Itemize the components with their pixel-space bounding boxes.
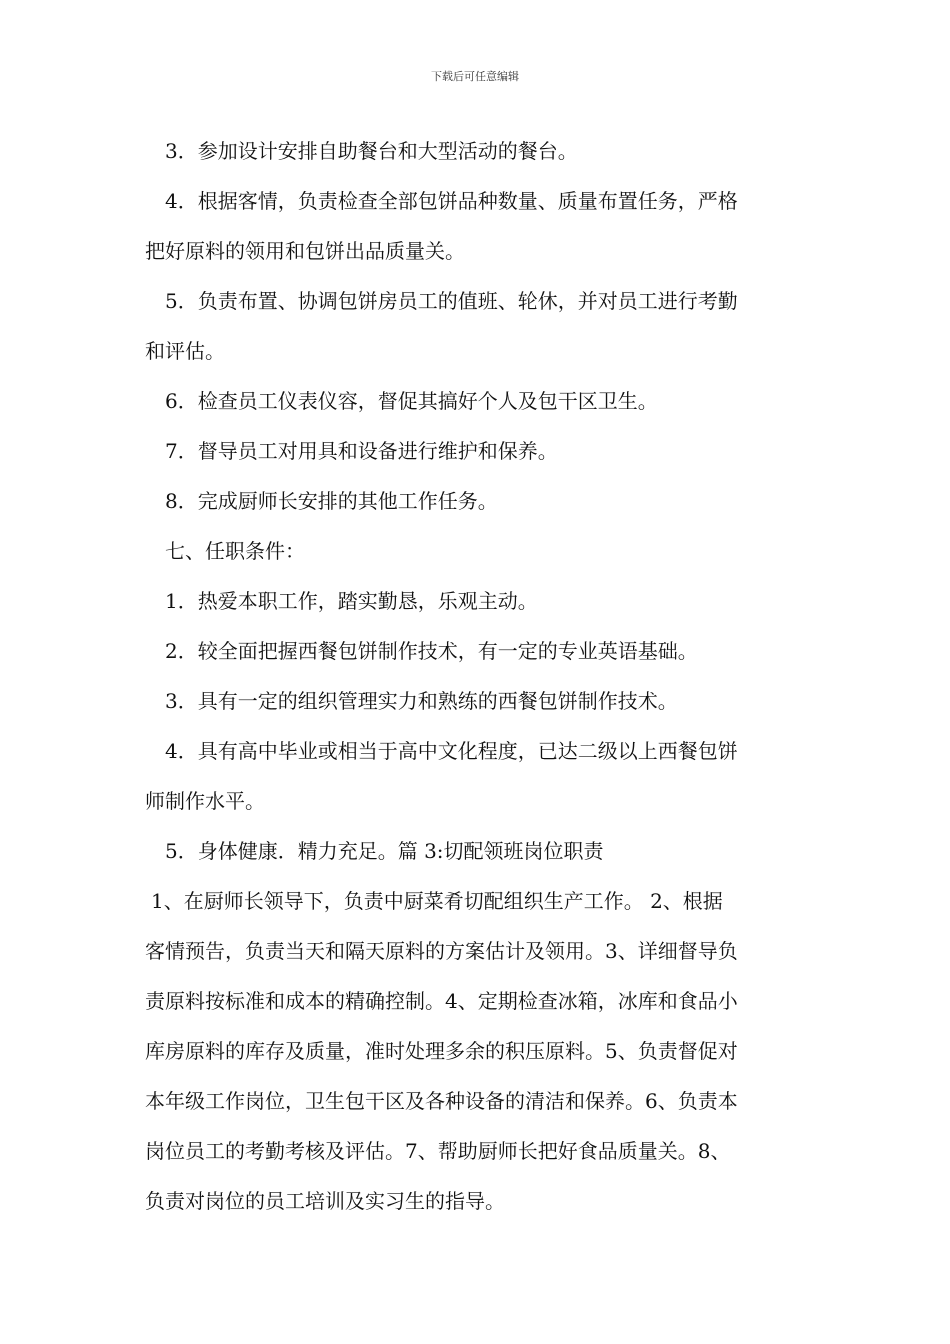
text-line: 5．身体健康．精力充足。篇 3:切配领班岗位职责: [165, 839, 604, 863]
text-line: 3．具有一定的组织管理实力和熟练的西餐包饼制作技术。: [165, 689, 678, 713]
text-line: 3．参加设计安排自助餐台和大型活动的餐台。: [165, 139, 578, 163]
section-heading: 七、任职条件：: [165, 539, 305, 563]
text-line: 把好原料的领用和包饼出品质量关。: [145, 239, 465, 263]
text-line: 师制作水平。: [145, 789, 265, 813]
text-line: 本年级工作岗位，卫生包干区及各种设备的清洁和保养。6、负责本: [145, 1089, 738, 1113]
text-line: 责原料按标准和成本的精确控制。4、定期检查冰箱，冰库和食品小: [145, 989, 738, 1013]
text-line: 4．具有高中毕业或相当于高中文化程度，已达二级以上西餐包饼: [165, 739, 738, 763]
text-line: 库房原料的库存及质量，准时处理多余的积压原料。5、负责督促对: [145, 1039, 738, 1063]
text-line: 岗位员工的考勤考核及评估。7、帮助厨师长把好食品质量关。8、: [145, 1139, 731, 1163]
text-line: 1．热爱本职工作，踏实勤恳，乐观主动。: [165, 589, 538, 613]
text-line: 8．完成厨师长安排的其他工作任务。: [165, 489, 498, 513]
text-line: 2．较全面把握西餐包饼制作技术，有一定的专业英语基础。: [165, 639, 698, 663]
text-line: 负责对岗位的员工培训及实习生的指导。: [145, 1189, 505, 1213]
text-line: 客情预告，负责当天和隔天原料的方案估计及领用。3、详细督导负: [145, 939, 738, 963]
text-line: 1、在厨师长领导下，负责中厨菜肴切配组织生产工作。 2、根据: [151, 889, 723, 913]
text-line: 5．负责布置、协调包饼房员工的值班、轮休，并对员工进行考勤: [165, 289, 738, 313]
text-line: 7．督导员工对用具和设备进行维护和保养。: [165, 439, 558, 463]
text-line: 6．检查员工仪表仪容，督促其搞好个人及包干区卫生。: [165, 389, 658, 413]
document-body: [145, 126, 807, 1226]
text-line: 和评估。: [145, 339, 225, 363]
text-line: 4．根据客情，负责检查全部包饼品种数量、质量布置任务，严格: [165, 189, 738, 213]
page-header: 下载后可任意编辑: [431, 70, 519, 83]
